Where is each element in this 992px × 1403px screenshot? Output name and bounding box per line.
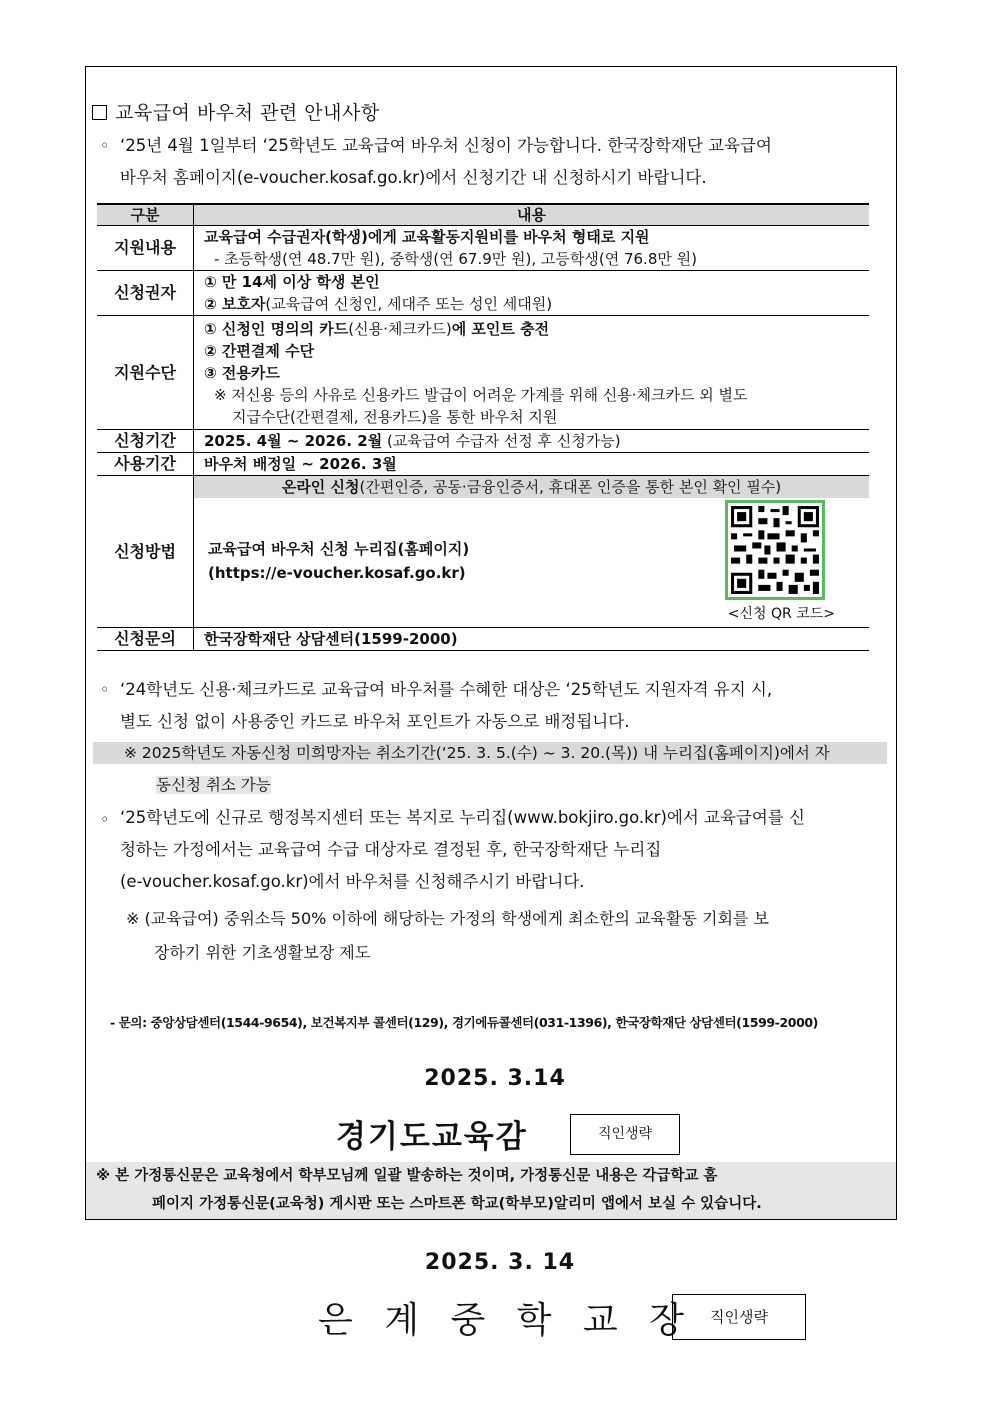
cancel-note-line-1: ※ 2025학년도 자동신청 미희망자는 취소기간(‘25. 3. 5.(수) ~ 3. 20.(목)) 내 누리집(홈페이지)에서 자 [124, 744, 830, 762]
section-heading [92, 98, 380, 125]
row-inquiry [97, 628, 869, 651]
label-usage: 사용기간 [97, 453, 194, 476]
support-content-main: 교육급여 수급권자(학생)에게 교육활동지원비를 바우처 형태로 지원 [204, 228, 650, 246]
welfare-note-line-1: ※ (교육급여) 중위소득 50% 이하에 해당하는 가정의 학생에게 최소한의 교육활동 기회를 보 [126, 909, 769, 928]
site-url[interactable]: (https://e-voucher.kosaf.go.kr) [208, 564, 466, 582]
footer-line-2: 페이지 가정통신문(교육청) 게시판 또는 스마트폰 학교(학부모)알리미 앱에서 보실 수 있습니다. [152, 1196, 762, 1212]
row-applicant [97, 271, 869, 316]
applicant-item-2: ② 보호자(교육급여 신청인, 세대주 또는 성인 세대원) [204, 295, 553, 313]
contact-line: - 문의: 중앙상담센터(1544-9654), 보건복지부 콜센터(129), 경기에듀콜센터(031-1396), 한국장학재단 상담센터(1599-2000) [110, 1015, 818, 1030]
intro-line-2: 바우처 홈페이지(e-voucher.kosaf.go.kr)에서 신청기간 내 신청하시기 바랍니다. [120, 168, 707, 187]
applicant-item-1: ① 만 14세 이상 학생 본인 [204, 273, 380, 291]
section-title: 교육급여 바우처 관련 안내사항 [115, 102, 380, 124]
new-application-paragraph [120, 802, 886, 898]
header-category: 구분 [97, 204, 194, 226]
label-means: 지원수단 [97, 316, 194, 430]
auto-line-2: 별도 신청 없이 사용중인 카드로 바우처 포인트가 자동으로 배정됩니다. [120, 712, 630, 731]
bullet-icon: ◦ [100, 680, 110, 699]
row-means [97, 316, 869, 430]
label-period: 신청기간 [97, 430, 194, 453]
qr-caption: <신청 QR 코드> [727, 606, 835, 622]
qr-code-graphic [728, 503, 822, 597]
superintendent-seal-stamp: 직인생략 [570, 1114, 680, 1155]
label-inquiry: 신청문의 [97, 628, 194, 651]
footer-line-1: ※ 본 가정통신문은 교육청에서 학부모님께 일괄 발송하는 것이며, 가정통신문 내용은 각급학교 홈 [96, 1168, 718, 1184]
label-support-content: 지원내용 [97, 226, 194, 271]
table-header-row [97, 204, 869, 226]
superintendent-name: 경기도교육감 [336, 1119, 528, 1155]
inquiry-value: 한국장학재단 상담센터(1599-2000) [194, 628, 870, 651]
cancel-note-line-2: 동신청 취소 가능 [156, 776, 271, 794]
means-item-3: ③ 전용카드 [204, 363, 280, 382]
welfare-note-line-2: 장하기 위한 기초생활보장 제도 [154, 943, 371, 962]
label-method: 신청방법 [97, 476, 194, 628]
welfare-note [126, 902, 888, 970]
issue-date: 2025. 3.14 [424, 1066, 566, 1091]
row-period [97, 430, 869, 453]
cancel-note [124, 740, 888, 804]
new-line-3: (e-voucher.kosaf.go.kr)에서 바우처를 신청해주시기 바랍니다. [120, 872, 585, 891]
qr-code-icon [725, 500, 825, 600]
new-line-2: 청하는 가정에서는 교육급여 수급 대상자로 결정된 후, 한국장학재단 누리집 [120, 840, 662, 859]
period-value: 2025. 4월 ~ 2026. 2월 (교육급여 수급자 선정 후 신청가능) [194, 430, 870, 453]
new-line-1: ‘25학년도에 신규로 행정복지센터 또는 복지로 누리집(www.bokjiro.go.kr)에서 교육급여를 신 [120, 808, 805, 827]
principal-seal-stamp: 직인생략 [672, 1294, 806, 1340]
intro-paragraph [120, 130, 886, 194]
means-item-1: ① 신청인 명의의 카드(신용·체크카드)에 포인트 충전 [204, 319, 550, 338]
intro-line-1: ‘25년 4월 1일부터 ‘25학년도 교육급여 바우처 신청이 가능합니다. 한국장학재단 교육급여 [120, 136, 772, 155]
principal-title: 은 계 중 학 교 장 [318, 1300, 694, 1341]
means-note-2: 지급수단(간편결제, 전용카드)을 통한 바우처 지원 [232, 407, 558, 426]
voucher-info-table [97, 203, 869, 651]
checkbox-square-icon [92, 105, 107, 120]
auto-line-1: ‘24학년도 신용·체크카드로 교육급여 바우처를 수혜한 대상은 ‘25학년도 지원자격 유지 시, [120, 680, 773, 699]
bullet-icon: ◦ [100, 136, 110, 155]
footer-notice [86, 1162, 896, 1219]
usage-value: 바우처 배정일 ~ 2026. 3월 [194, 453, 870, 476]
support-content-amounts: - 초등학생(연 48.7만 원), 중학생(연 67.9만 원), 고등학생(연 76.8만 원) [214, 250, 697, 268]
row-support-content [97, 226, 869, 271]
bullet-icon: ◦ [100, 810, 110, 829]
header-content: 내용 [194, 204, 870, 226]
online-application-bar: 온라인 신청(간편인증, 공동·금융인증서, 휴대폰 인증을 통한 본인 확인 필수) [194, 476, 869, 498]
auto-assignment-paragraph [120, 674, 886, 738]
means-item-2: ② 간편결제 수단 [204, 341, 315, 360]
row-usage [97, 453, 869, 476]
means-note-1: ※ 저신용 등의 사유로 신용카드 발급이 어려운 가계를 위해 신용·체크카드 외 별도 [214, 385, 748, 404]
site-name: 교육급여 바우처 신청 누리집(홈페이지) [208, 540, 470, 558]
school-date: 2025. 3. 14 [424, 1250, 576, 1275]
label-applicant: 신청권자 [97, 271, 194, 316]
row-method [97, 476, 869, 628]
